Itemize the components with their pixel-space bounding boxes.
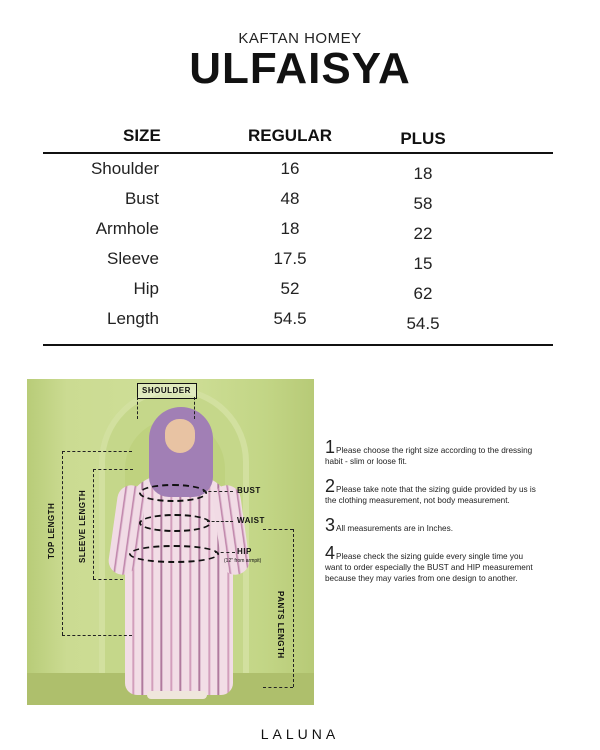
sleeve-length-line	[93, 469, 94, 579]
row-label: Shoulder	[90, 159, 159, 178]
sleeve-length-label: SLEEVE LENGTH	[78, 489, 87, 563]
top-length-cap-bottom	[62, 635, 132, 636]
size-table	[43, 124, 553, 334]
table-row	[43, 304, 553, 334]
table-row	[43, 244, 553, 274]
plus-value: 15	[413, 254, 433, 273]
column-header-regular: REGULAR	[247, 126, 333, 145]
sizing-notes	[325, 437, 540, 596]
waist-measure-ring	[139, 514, 211, 532]
note-item	[325, 476, 540, 506]
regular-value: 48	[280, 189, 300, 208]
bust-measure-ring	[139, 484, 207, 502]
row-label: Length	[107, 309, 159, 328]
note-text: Please take note that the sizing guide provided by us is the clothing measurement, not body measurement.	[325, 485, 536, 505]
bust-pointer	[203, 491, 233, 492]
note-item	[325, 515, 540, 535]
plus-value: 54.5	[406, 314, 440, 333]
sleeve-length-cap-bottom	[93, 579, 123, 580]
note-item	[325, 437, 540, 467]
plus-value: 22	[413, 224, 433, 243]
column-header-plus: PLUS	[400, 129, 446, 148]
note-text: Please check the sizing guide every single time you want to order especially the BUST and HIP measurement because they may varies from one design to another.	[325, 552, 533, 583]
pants-length-line	[293, 529, 294, 687]
plus-value: 18	[413, 164, 433, 183]
waist-pointer	[207, 521, 233, 522]
table-bottom-rule	[43, 344, 553, 346]
size-table-body	[43, 154, 553, 334]
sleeve-length-cap-top	[93, 469, 133, 470]
pants-length-label: PANTS LENGTH	[276, 591, 285, 659]
top-length-line	[62, 451, 63, 635]
brand-logo: LALUNA	[260, 726, 340, 742]
model-measurement-photo	[27, 379, 314, 705]
shoulder-guide-right	[194, 397, 195, 419]
note-number: 3	[325, 515, 336, 535]
note-number: 1	[325, 437, 336, 457]
table-row	[43, 214, 553, 244]
regular-value: 52	[280, 279, 300, 298]
row-label: Armhole	[95, 219, 159, 238]
regular-value: 18	[280, 219, 300, 238]
pants-length-cap-top	[263, 529, 293, 530]
top-length-cap-top	[62, 451, 132, 452]
row-label: Bust	[124, 189, 159, 208]
product-title: ULFAISYA	[189, 44, 411, 93]
column-header-size: SIZE	[123, 126, 161, 145]
product-subtitle: KAFTAN HOMEY	[238, 30, 362, 47]
note-item	[325, 543, 540, 584]
row-label: Hip	[133, 279, 159, 298]
bust-label: BUST	[237, 486, 261, 495]
table-row	[43, 184, 553, 214]
hip-pointer	[215, 552, 235, 553]
pants-length-cap-bottom	[263, 687, 293, 688]
waist-label: WAIST	[237, 516, 265, 525]
plus-value: 58	[413, 194, 433, 213]
shoulder-label: SHOULDER	[142, 386, 191, 395]
regular-value: 54.5	[273, 309, 307, 328]
shoulder-guide-left	[137, 397, 138, 419]
row-label: Sleeve	[107, 249, 159, 268]
regular-value: 17.5	[273, 249, 307, 268]
hip-measure-ring	[129, 545, 219, 563]
note-number: 2	[325, 476, 336, 496]
table-row	[43, 274, 553, 304]
hip-label: HIP	[237, 547, 252, 556]
top-length-label: TOP LENGTH	[47, 502, 56, 559]
model-face	[165, 419, 195, 453]
note-text: Please choose the right size according to the dressing habit - slim or loose fit.	[325, 446, 533, 466]
plus-value: 62	[413, 284, 433, 303]
note-text: All measurements are in Inches.	[336, 524, 453, 533]
regular-value: 16	[280, 159, 300, 178]
model-feet	[147, 691, 207, 699]
table-row	[43, 154, 553, 184]
size-table-header	[43, 124, 553, 154]
hip-note: (12" from armpit)	[224, 558, 262, 564]
note-number: 4	[325, 543, 336, 563]
shoulder-label-box	[137, 383, 197, 399]
